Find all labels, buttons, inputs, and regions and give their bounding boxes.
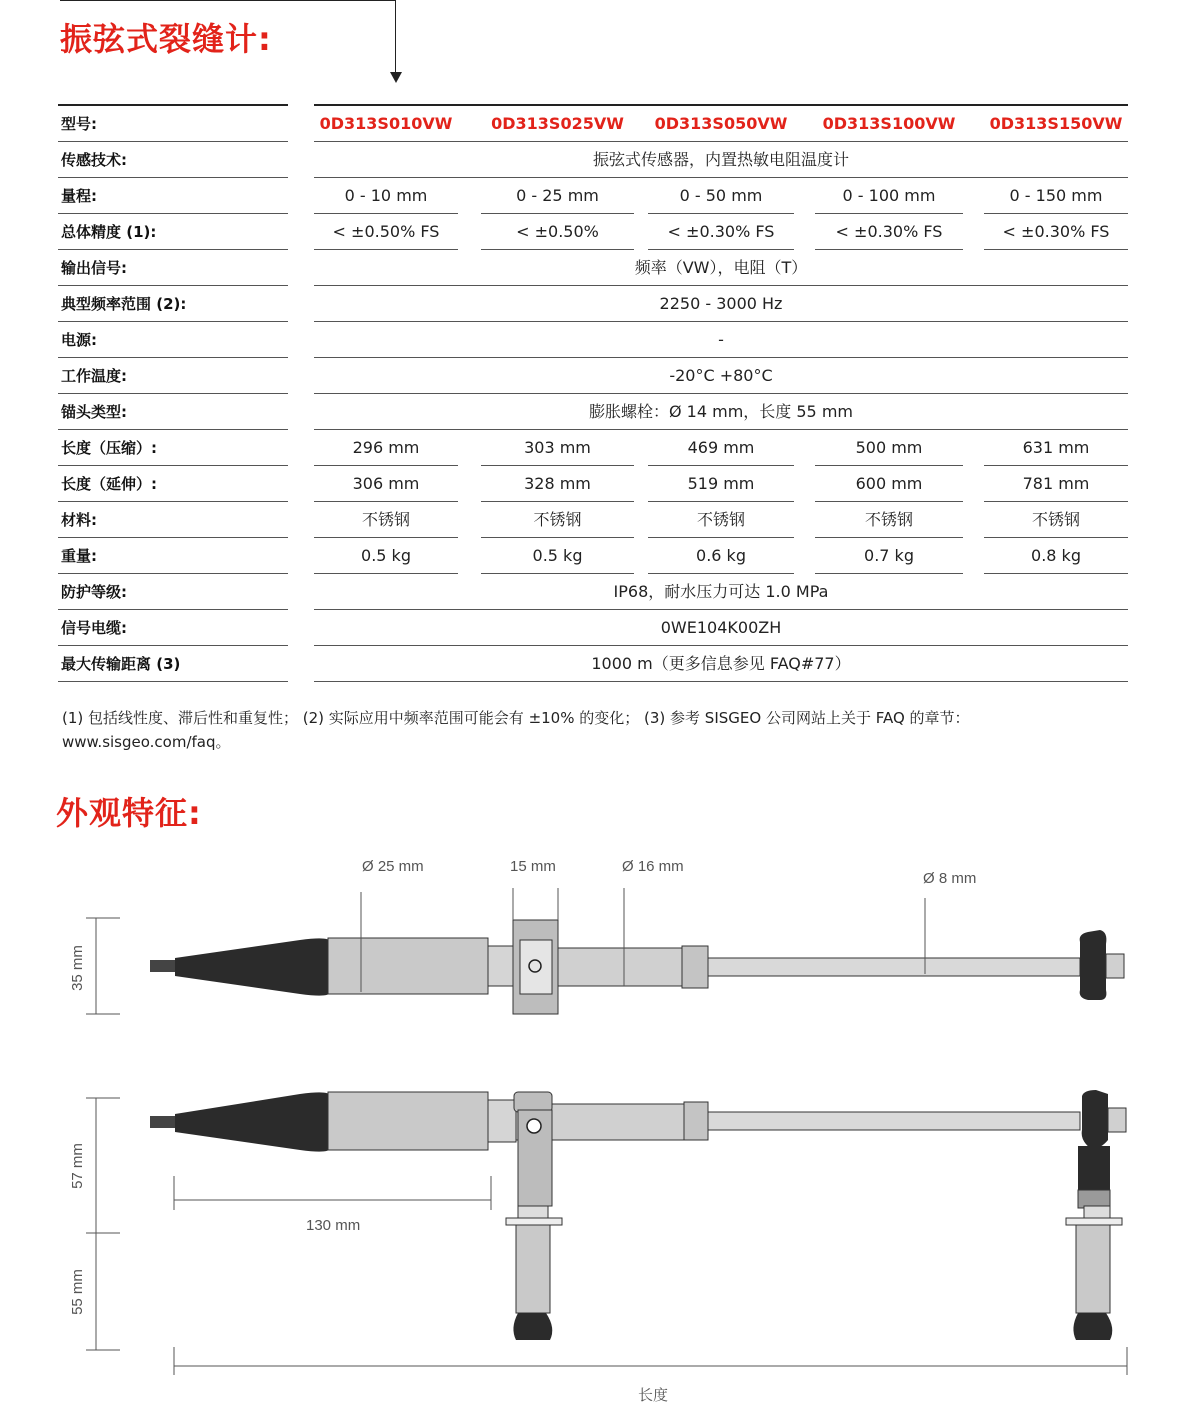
cell-value: 631 mm [1022, 438, 1090, 457]
cell-value: 不锈钢 [696, 510, 745, 529]
row-label: 量程: [61, 187, 97, 205]
table-row [0, 646, 1190, 682]
model-code: 0D313S150VW [989, 114, 1123, 133]
table-row [0, 250, 1190, 286]
dim-15mm: 15 mm [510, 858, 556, 875]
cell-value: 不锈钢 [361, 510, 410, 529]
row-label: 最大传输距离 (3) [61, 655, 181, 673]
features-title: 外观特征: [56, 794, 202, 832]
table-row [0, 394, 1190, 430]
dim-d16: Ø 16 mm [622, 858, 684, 875]
footnote-line-2: www.sisgeo.com/faq。 [62, 733, 231, 751]
table-row [0, 466, 1190, 502]
row-label: 材料: [61, 511, 97, 529]
row-divider [58, 681, 288, 682]
row-value: -20°C +80°C [669, 366, 773, 385]
row-label: 长度（延伸）: [61, 475, 157, 493]
cell-value: 0.5 kg [532, 546, 583, 565]
table-row [0, 574, 1190, 610]
cell-value: 328 mm [524, 474, 591, 493]
cell-value: < ±0.50% [516, 222, 599, 241]
row-divider [314, 681, 1128, 682]
row-label: 输出信号: [61, 259, 127, 277]
side-view-drawing [69, 1090, 1127, 1404]
table-row [0, 142, 1190, 178]
table-row [0, 358, 1190, 394]
table-row [0, 286, 1190, 322]
cell-value: 0.7 kg [864, 546, 914, 565]
cell-value: 不锈钢 [533, 510, 582, 529]
row-label: 电源: [61, 331, 97, 349]
dim-d25: Ø 25 mm [362, 858, 424, 875]
cell-value: 519 mm [687, 474, 755, 493]
model-code: 0D313S050VW [654, 114, 788, 133]
dim-d8: Ø 8 mm [923, 870, 977, 887]
cell-value: 303 mm [524, 438, 591, 457]
cell-value: 0.6 kg [696, 546, 746, 565]
row-value: 频率（VW），电阻（T） [634, 258, 808, 277]
table-row [0, 430, 1190, 466]
cell-value: 不锈钢 [864, 510, 913, 529]
row-label: 总体精度 (1): [61, 223, 157, 241]
table-row [0, 610, 1190, 646]
cell-value: 469 mm [687, 438, 755, 457]
row-label: 典型频率范围 (2): [61, 295, 187, 313]
top-view-drawing [69, 858, 1124, 1014]
footnote-line-1: (1) 包括线性度、滞后性和重复性； (2) 实际应用中频率范围可能会有 ±10% 的变化； (3) 参考 SISGEO 公司网站上关于 FAQ 的章节： [62, 709, 970, 727]
dim-35mm: 35 mm [69, 945, 86, 991]
cell-value: < ±0.30% FS [835, 222, 943, 241]
row-label: 重量: [61, 547, 97, 565]
cell-value: < ±0.30% FS [667, 222, 775, 241]
dim-57mm: 57 mm [69, 1143, 86, 1189]
row-label: 信号电缆: [61, 619, 127, 637]
spec-title: 振弦式裂缝计: [60, 20, 272, 58]
row-value: 2250 - 3000 Hz [659, 294, 783, 313]
table-row [0, 502, 1190, 538]
cell-value: 0.8 kg [1031, 546, 1081, 565]
table-row [0, 322, 1190, 358]
dim-130mm: 130 mm [306, 1217, 361, 1234]
footnotes [62, 706, 1152, 754]
cell-value: 不锈钢 [1031, 510, 1080, 529]
top-rule [60, 0, 396, 1]
table-row [0, 178, 1190, 214]
cell-value: 0 - 25 mm [516, 186, 599, 205]
cell-value: 0 - 50 mm [679, 186, 763, 205]
table-row [0, 106, 1190, 142]
cell-value: 296 mm [352, 438, 420, 457]
row-label: 工作温度: [61, 367, 127, 385]
row-value: 1000 m（更多信息参见 FAQ#77） [591, 654, 851, 673]
cell-value: 500 mm [855, 438, 923, 457]
row-label: 型号: [61, 115, 97, 133]
cell-value: 0 - 100 mm [842, 186, 936, 205]
callout-arrow [390, 72, 402, 83]
row-label: 传感技术: [61, 151, 127, 169]
cell-value: 0 - 150 mm [1009, 186, 1103, 205]
cell-value: 0 - 10 mm [344, 186, 428, 205]
cell-value: 781 mm [1022, 474, 1090, 493]
cell-value: < ±0.50% FS [332, 222, 440, 241]
row-label: 防护等级: [61, 583, 127, 601]
model-code: 0D313S100VW [822, 114, 956, 133]
row-value: IP68，耐水压力可达 1.0 MPa [613, 582, 829, 601]
cell-value: < ±0.30% FS [1002, 222, 1110, 241]
cell-value: 600 mm [855, 474, 923, 493]
table-row [0, 214, 1190, 250]
cell-value: 0.5 kg [361, 546, 411, 565]
model-code: 0D313S025VW [491, 114, 624, 133]
model-code: 0D313S010VW [319, 114, 453, 133]
technical-drawing [0, 840, 1190, 1410]
dim-55mm: 55 mm [69, 1269, 86, 1315]
callout-line [395, 0, 396, 72]
dim-length: 长度 [638, 1387, 669, 1404]
row-value: 振弦式传感器，内置热敏电阻温度计 [592, 150, 849, 169]
row-label: 长度（压缩）: [61, 439, 157, 457]
row-value: 0WE104K00ZH [660, 618, 782, 637]
row-label: 锚头类型: [61, 403, 127, 421]
row-value: 膨胀螺栓：Ø 14 mm，长度 55 mm [588, 402, 853, 421]
row-value: - [718, 330, 724, 349]
table-row [0, 538, 1190, 574]
cell-value: 306 mm [352, 474, 420, 493]
